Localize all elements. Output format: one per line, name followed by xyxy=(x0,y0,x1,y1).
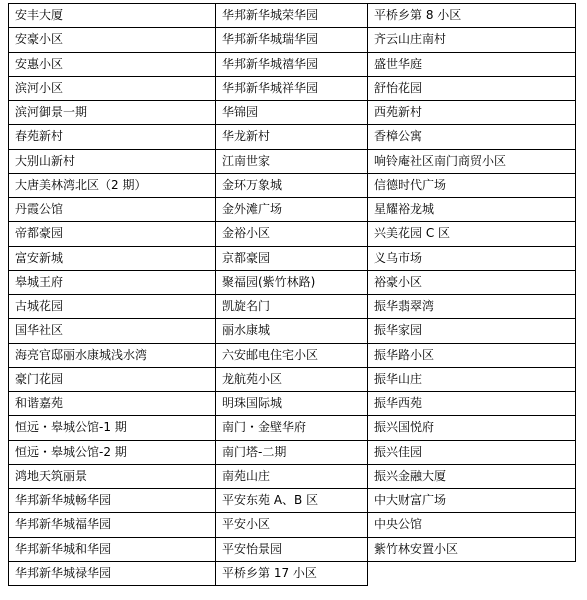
table-cell: 华邦新华城瑞华园 xyxy=(216,28,368,52)
table-cell: 响铃庵社区南门商贸小区 xyxy=(368,149,576,173)
table-row xyxy=(9,513,576,537)
table-cell: 龙航苑小区 xyxy=(216,367,368,391)
table-cell: 振兴国悦府 xyxy=(368,416,576,440)
table-cell: 丽水康城 xyxy=(216,319,368,343)
table-cell: 平安怡景园 xyxy=(216,537,368,561)
table-cell: 信德时代广场 xyxy=(368,173,576,197)
table-cell: 南苑山庄 xyxy=(216,464,368,488)
table-cell: 紫竹林安置小区 xyxy=(368,537,576,561)
table-row xyxy=(9,246,576,270)
table-cell: 大别山新村 xyxy=(9,149,216,173)
table-row xyxy=(9,28,576,52)
table-cell: 大唐美林湾北区（2 期） xyxy=(9,173,216,197)
table-cell: 恒远・皋城公馆-2 期 xyxy=(9,440,216,464)
table-row xyxy=(9,392,576,416)
table-row xyxy=(9,173,576,197)
table-row xyxy=(9,52,576,76)
table-row xyxy=(9,76,576,100)
table-row xyxy=(9,367,576,391)
table-cell: 盛世华庭 xyxy=(368,52,576,76)
table-cell: 南门塔-二期 xyxy=(216,440,368,464)
table-row xyxy=(9,489,576,513)
table-row xyxy=(9,440,576,464)
table-cell: 中大财富广场 xyxy=(368,489,576,513)
table-cell: 中央公馆 xyxy=(368,513,576,537)
table-cell: 舒怡花园 xyxy=(368,76,576,100)
table-cell: 滨河小区 xyxy=(9,76,216,100)
table-cell: 振华路小区 xyxy=(368,343,576,367)
table-cell: 安丰大厦 xyxy=(9,4,216,28)
table-cell: 南门・金壁华府 xyxy=(216,416,368,440)
table-cell: 华邦新华城祥华园 xyxy=(216,76,368,100)
table-cell: 华龙新村 xyxy=(216,125,368,149)
table-cell: 皋城王府 xyxy=(9,270,216,294)
table-cell: 金外滩广场 xyxy=(216,198,368,222)
table-cell: 凯旋名门 xyxy=(216,295,368,319)
table-cell: 明珠国际城 xyxy=(216,392,368,416)
table-cell: 华邦新华城禄华园 xyxy=(9,561,216,585)
table-cell: 江南世家 xyxy=(216,149,368,173)
table-cell: 振兴佳园 xyxy=(368,440,576,464)
table-row xyxy=(9,101,576,125)
table-cell: 金环万象城 xyxy=(216,173,368,197)
table-row xyxy=(9,319,576,343)
table-row xyxy=(9,222,576,246)
table-cell: 六安邮电住宅小区 xyxy=(216,343,368,367)
table-cell: 平安小区 xyxy=(216,513,368,537)
table-cell: 安豪小区 xyxy=(9,28,216,52)
table-cell: 华锦园 xyxy=(216,101,368,125)
table-cell: 平桥乡第 17 小区 xyxy=(216,561,368,585)
table-cell: 海亮官邸丽水康城浅水湾 xyxy=(9,343,216,367)
community-list-table-wrapper xyxy=(8,3,576,586)
table-row xyxy=(9,464,576,488)
table-cell: 富安新城 xyxy=(9,246,216,270)
table-cell: 春苑新村 xyxy=(9,125,216,149)
table-body xyxy=(9,4,576,586)
table-cell: 振华西苑 xyxy=(368,392,576,416)
table-row xyxy=(9,537,576,561)
table-cell: 豪门花园 xyxy=(9,367,216,391)
table-cell: 振兴金融大厦 xyxy=(368,464,576,488)
table-cell: 鸿地天筑丽景 xyxy=(9,464,216,488)
table-row xyxy=(9,4,576,28)
table-row xyxy=(9,125,576,149)
table-row xyxy=(9,561,576,585)
table-cell: 振华家园 xyxy=(368,319,576,343)
table-cell: 聚福园(紫竹林路) xyxy=(216,270,368,294)
table-cell: 裕豪小区 xyxy=(368,270,576,294)
table-cell: 京都豪园 xyxy=(216,246,368,270)
table-cell: 华邦新华城荣华园 xyxy=(216,4,368,28)
table-row xyxy=(9,343,576,367)
table-cell: 平安东苑 A、B 区 xyxy=(216,489,368,513)
table-cell: 振华山庄 xyxy=(368,367,576,391)
table-cell: 滨河御景一期 xyxy=(9,101,216,125)
table-cell: 华邦新华城畅华园 xyxy=(9,489,216,513)
table-cell: 义乌市场 xyxy=(368,246,576,270)
table-row xyxy=(9,198,576,222)
table-row xyxy=(9,295,576,319)
table-cell: 帝都豪园 xyxy=(9,222,216,246)
table-cell: 齐云山庄南村 xyxy=(368,28,576,52)
table-cell: 振华翡翠湾 xyxy=(368,295,576,319)
table-cell: 金裕小区 xyxy=(216,222,368,246)
table-row xyxy=(9,270,576,294)
table-cell: 和谐嘉苑 xyxy=(9,392,216,416)
table-row xyxy=(9,416,576,440)
table-cell-empty xyxy=(368,561,576,585)
table-cell: 华邦新华城禧华园 xyxy=(216,52,368,76)
table-cell: 香樟公寓 xyxy=(368,125,576,149)
table-cell: 华邦新华城和华园 xyxy=(9,537,216,561)
table-cell: 兴美花园 C 区 xyxy=(368,222,576,246)
table-cell: 安惠小区 xyxy=(9,52,216,76)
table-cell: 国华社区 xyxy=(9,319,216,343)
table-cell: 星耀裕龙城 xyxy=(368,198,576,222)
table-cell: 西苑新村 xyxy=(368,101,576,125)
table-cell: 平桥乡第 8 小区 xyxy=(368,4,576,28)
table-cell: 华邦新华城福华园 xyxy=(9,513,216,537)
table-cell: 古城花园 xyxy=(9,295,216,319)
table-row xyxy=(9,149,576,173)
table-cell: 恒远・皋城公馆-1 期 xyxy=(9,416,216,440)
community-list-table xyxy=(8,3,576,586)
table-cell: 丹霞公馆 xyxy=(9,198,216,222)
